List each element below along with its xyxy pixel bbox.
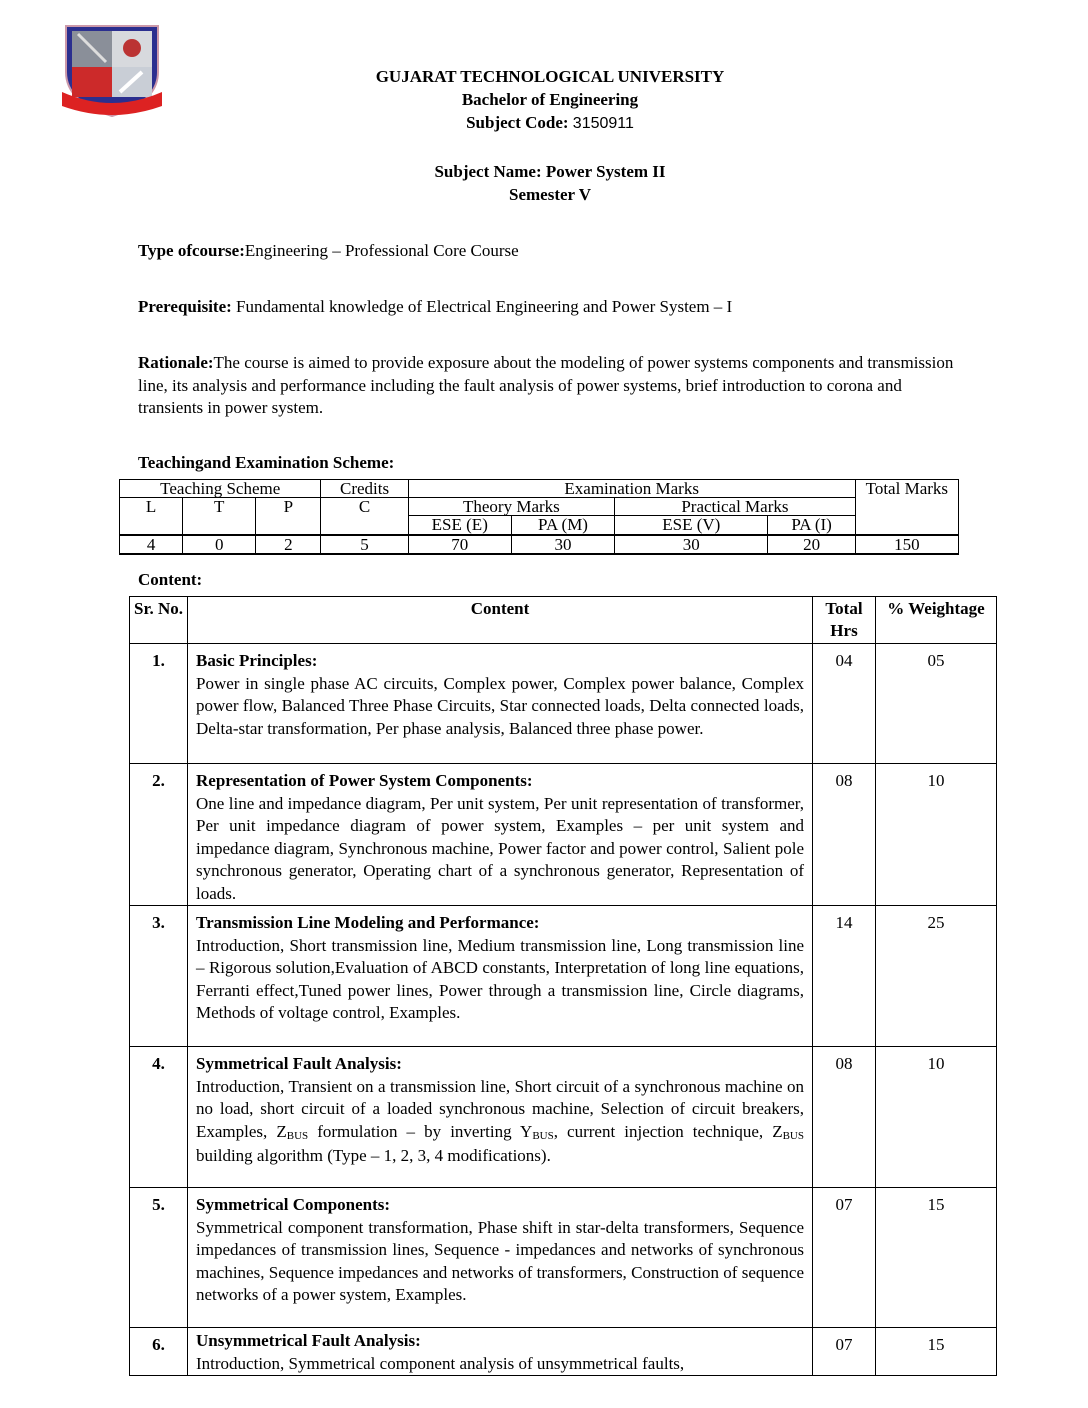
- unit-text: Introduction, Short transmission line, Medium transmission line, Long transmission line – Rigorous solution,Evaluation of ABCD constants, Interpretation of long line equations, Ferranti effect,Tuned power lines, Power through a transmission line, Circle diagrams, Methods of voltage control, Examples.: [196, 935, 804, 1022]
- unit-topic: Transmission Line Modeling and Performance:: [196, 913, 540, 932]
- unit-description: [188, 1188, 813, 1328]
- credits-header: Credits: [321, 480, 408, 498]
- subject-code: Subject Code: 3150911: [466, 113, 634, 132]
- total-hrs: 07: [813, 1188, 876, 1328]
- degree-name: Bachelor of Engineering: [461, 90, 639, 109]
- rationale: [138, 352, 958, 420]
- sr-no: 5.: [130, 1188, 188, 1328]
- unit-text: One line and impedance diagram, Per unit system, Per unit representation of transformer, Per unit impedance diagram of power system, Examples – per unit system and impedance diagram, Synchronous machine, Power factor and power control, Salient pole synchronous generator, Operating chart of a synchronous generator, Representation of loads.: [196, 793, 804, 903]
- weightage: 25: [876, 906, 997, 1047]
- unit-text: Introduction, Symmetrical component analysis of unsymmetrical faults,: [196, 1353, 685, 1373]
- weightage-header: % Weightage: [876, 597, 997, 644]
- ese-e-value: 70: [408, 535, 511, 554]
- rationale-label: Rationale:: [138, 353, 214, 372]
- weightage: 10: [876, 1047, 997, 1188]
- university-name: GUJARAT TECHNOLOGICAL UNIVERSITY: [375, 67, 725, 86]
- type-of-course-label: Type ofcourse:: [138, 241, 245, 260]
- content-header: Content: [188, 597, 813, 644]
- ese-v-header: ESE (V): [615, 516, 768, 535]
- t-header: T: [183, 498, 256, 536]
- table-row: [130, 1047, 997, 1188]
- weightage: 05: [876, 644, 997, 764]
- total-value: 150: [855, 535, 958, 554]
- exam-marks-header: Examination Marks: [408, 480, 855, 498]
- unit-topic: Representation of Power System Components:: [196, 771, 533, 790]
- scheme-table: [119, 479, 959, 555]
- table-row: [130, 644, 997, 764]
- university-logo: [58, 22, 166, 118]
- table-row: [130, 1328, 997, 1376]
- theory-marks-header: Theory Marks: [408, 498, 614, 516]
- t-value: 0: [183, 535, 256, 554]
- total-hrs: 04: [813, 644, 876, 764]
- sr-no: 2.: [130, 764, 188, 906]
- unit-topic: Basic Principles:: [196, 651, 318, 670]
- subject-code-value: 3150911: [572, 115, 634, 132]
- prerequisite-label: Prerequisite:: [138, 297, 232, 316]
- pa-i-header: PA (I): [768, 516, 855, 535]
- total-hrs: 14: [813, 906, 876, 1047]
- scheme-title: Teachingand Examination Scheme:: [138, 453, 395, 472]
- table-row: [130, 906, 997, 1047]
- sr-no: 6.: [130, 1328, 188, 1376]
- sr-no-header: Sr. No.: [130, 597, 188, 644]
- sr-no: 1.: [130, 644, 188, 764]
- ese-e-header: ESE (E): [408, 516, 511, 535]
- weightage: 10: [876, 764, 997, 906]
- rationale-value: The course is aimed to provide exposure about the modeling of power systems components and transmission line, its analysis and performance including the fault analysis of power systems, brief introduction to corona and transients in power system.: [138, 353, 954, 417]
- c-header: C: [321, 498, 408, 536]
- type-of-course-value: Engineering – Professional Core Course: [244, 241, 519, 260]
- sr-no: 4.: [130, 1047, 188, 1188]
- l-header: L: [120, 498, 183, 536]
- semester: Semester V: [509, 185, 591, 204]
- prerequisite: [138, 296, 958, 319]
- weightage: 15: [876, 1188, 997, 1328]
- c-value: 5: [321, 535, 408, 554]
- unit-topic: Unsymmetrical Fault Analysis:: [196, 1331, 421, 1350]
- subject-name: Subject Name: Power System II: [434, 162, 666, 181]
- document-header: [330, 65, 770, 206]
- total-hrs: 08: [813, 764, 876, 906]
- content-table: [129, 596, 997, 1376]
- ese-v-value: 30: [615, 535, 768, 554]
- unit-description: [188, 906, 813, 1047]
- l-value: 4: [120, 535, 183, 554]
- unit-description: [188, 764, 813, 906]
- pa-i-value: 20: [768, 535, 855, 554]
- weightage: 15: [876, 1328, 997, 1376]
- total-hrs-header: Total Hrs: [813, 597, 876, 644]
- total-hrs: 08: [813, 1047, 876, 1188]
- total-hrs: 07: [813, 1328, 876, 1376]
- practical-marks-header: Practical Marks: [615, 498, 856, 516]
- unit-text: Symmetrical component transformation, Phase shift in star-delta transformers, Sequence impedances of transmission lines, Sequence - impedances and networks of synchronous machines, Sequence impedances and networks of transformers, Construction of sequence networks of a power system, Examples.: [196, 1217, 804, 1304]
- prerequisite-value: Fundamental knowledge of Electrical Engineering and Power System – I: [231, 297, 733, 316]
- table-row: [130, 764, 997, 906]
- pa-m-header: PA (M): [511, 516, 614, 535]
- unit-topic: Symmetrical Fault Analysis:: [196, 1054, 402, 1073]
- unit-description: [188, 644, 813, 764]
- content-title: Content:: [138, 570, 203, 589]
- sr-no: 3.: [130, 906, 188, 1047]
- unit-description: Symmetrical Fault Analysis: Introduction, Transient on a transmission line, Short circuit of a synchronous machine on no load, short circuit of a loaded synchronous machine, Selection of circuit breakers, Examples, $Z_{BUS}$ formulation – by inverting $Y_{BUS}$, current injection technique, $Z_{BUS}$ building algorithm (Type – 1, 2, 3, 4 modifications).: [188, 1047, 813, 1188]
- unit-text: Power in single phase AC circuits, Complex power, Complex power balance, Complex power flow, Balanced Three Phase Circuits, Star connected loads, Delta connected loads, Delta-star transformation, Per phase analysis, Balanced three phase power.: [196, 673, 804, 738]
- unit-description: [188, 1328, 813, 1376]
- table-row: [130, 1188, 997, 1328]
- p-header: P: [256, 498, 321, 536]
- p-value: 2: [256, 535, 321, 554]
- total-marks-header: Total Marks: [855, 480, 958, 536]
- pa-m-value: 30: [511, 535, 614, 554]
- teaching-scheme-header: Teaching Scheme: [120, 480, 321, 498]
- unit-topic: Symmetrical Components:: [196, 1195, 391, 1214]
- type-of-course: [138, 240, 958, 263]
